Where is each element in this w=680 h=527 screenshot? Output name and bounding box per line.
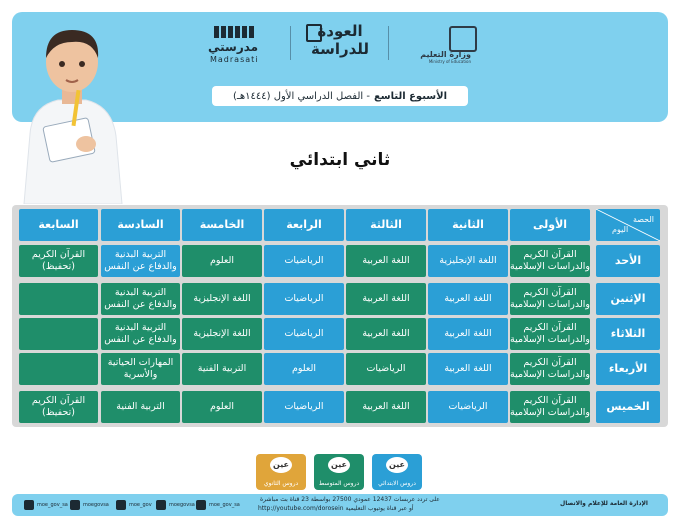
subject-cell: الرياضيات: [264, 391, 344, 423]
social-link[interactable]: [116, 500, 152, 510]
subject-cell: الرياضيات: [264, 283, 344, 315]
subject-cell: اللغة العربية: [346, 245, 426, 277]
moe-name-ar: وزارة التعليم: [420, 50, 471, 59]
subject-cell: اللغة العربية: [428, 353, 508, 385]
ein-channel-label: دروس المتوسط: [318, 480, 360, 487]
day-label: الأحد: [596, 245, 660, 277]
social-handle: moe_gov_sa: [37, 502, 68, 508]
subject-cell: القرآن الكريم والدراسات الإسلامية: [510, 318, 590, 350]
social-link[interactable]: [24, 500, 68, 510]
subject-cell: اللغة العربية: [346, 391, 426, 423]
empty-cell: [19, 353, 98, 385]
subject-cell: التربية البدنية والدفاع عن النفس: [101, 283, 180, 315]
day-label: الإثنين: [596, 283, 660, 315]
period-header: الخامسة: [182, 209, 262, 241]
period-header: الثالثة: [346, 209, 426, 241]
period-header: السادسة: [101, 209, 180, 241]
book-icon: [306, 24, 322, 42]
empty-cell: [19, 318, 98, 350]
subject-cell: اللغة الإنجليزية: [182, 283, 262, 315]
subject-cell: الرياضيات: [346, 353, 426, 385]
subject-cell: القرآن الكريم (تحفيظ): [19, 391, 98, 423]
grade-title: ثاني ابتدائي: [289, 150, 391, 170]
ein-channel-badge: [314, 454, 364, 490]
corner-period-label: الحصة: [632, 215, 654, 224]
subject-cell: العلوم: [182, 245, 262, 277]
social-handle: moegovsa: [83, 502, 109, 508]
subject-cell: القرآن الكريم والدراسات الإسلامية: [510, 283, 590, 315]
subject-cell: التربية البدنية والدفاع عن النفس: [101, 245, 180, 277]
back-to-school-line1: العودة: [317, 22, 363, 40]
corner-header: [596, 209, 660, 241]
student-illustration: [12, 14, 132, 204]
subject-cell: اللغة العربية: [346, 283, 426, 315]
logo-divider: [290, 26, 291, 60]
department-name: الإدارة العامة للإعلام والاتصال: [560, 500, 648, 507]
youtube-icon: [196, 500, 206, 510]
day-label: الخميس: [596, 391, 660, 423]
back-to-school-line2: للدراسة: [310, 40, 370, 58]
subject-cell: العلوم: [182, 391, 262, 423]
day-label: الثلاثاء: [596, 318, 660, 350]
subject-cell: التربية الفنية: [182, 353, 262, 385]
subject-cell: الرياضيات: [264, 245, 344, 277]
subject-cell: اللغة العربية: [346, 318, 426, 350]
week-number: الأسبوع التاسع: [373, 90, 447, 102]
footer-line-2: أو عبر قناة يوتيوب التعليمية http://youtube.com/dorosein: [258, 505, 414, 512]
madrasati-mark-icon: [214, 26, 254, 38]
madrasati-name-ar: مدرستي: [208, 40, 259, 54]
ein-channel-badge: [256, 454, 306, 490]
social-handle: moe_gov_sa: [209, 502, 240, 508]
logo-divider: [388, 26, 389, 60]
social-handle: moegovsa: [169, 502, 195, 508]
ein-logo-icon: عين: [386, 457, 408, 473]
instagram-icon: [156, 500, 166, 510]
madrasati-logo: [200, 22, 280, 64]
social-link[interactable]: [196, 500, 240, 510]
moe-name-en: Ministry of Education: [428, 59, 471, 64]
empty-cell: [19, 283, 98, 315]
subject-cell: القرآن الكريم والدراسات الإسلامية: [510, 245, 590, 277]
period-header: الثانية: [428, 209, 508, 241]
subject-cell: اللغة الإنجليزية: [428, 245, 508, 277]
week-label: [212, 86, 468, 106]
social-link[interactable]: [70, 500, 109, 510]
ein-logo-icon: عين: [270, 457, 292, 473]
subject-cell: المهارات الحياتية والأسرية: [101, 353, 180, 385]
social-link[interactable]: [156, 500, 195, 510]
ein-channel-label: دروس الثانوي: [263, 480, 299, 487]
moe-emblem-icon: [449, 26, 477, 52]
subject-cell: التربية الفنية: [101, 391, 180, 423]
footer-line-1: على تردد عربسات 12437 عمودي 27500 بواسطة 23 قناة بث مباشرة: [260, 496, 440, 503]
social-handle: moe_gov: [129, 502, 152, 508]
ein-channel-badge: [372, 454, 422, 490]
subject-cell: القرآن الكريم والدراسات الإسلامية: [510, 353, 590, 385]
subject-cell: اللغة الإنجليزية: [182, 318, 262, 350]
subject-cell: العلوم: [264, 353, 344, 385]
subject-cell: اللغة العربية: [428, 283, 508, 315]
period-header: الأولى: [510, 209, 590, 241]
snapchat-icon: [116, 500, 126, 510]
facebook-icon: [70, 500, 80, 510]
twitter-icon: [24, 500, 34, 510]
subject-cell: اللغة العربية: [428, 318, 508, 350]
back-to-school-logo: [300, 22, 380, 62]
ein-logo-icon: عين: [328, 457, 350, 473]
corner-day-label: اليوم: [612, 225, 629, 234]
period-header: السابعة: [19, 209, 98, 241]
subject-cell: القرآن الكريم (تحفيظ): [19, 245, 98, 277]
period-header: الرابعة: [264, 209, 344, 241]
subject-cell: الرياضيات: [264, 318, 344, 350]
madrasati-name-en: Madrasati: [210, 55, 259, 64]
semester-label: - الفصل الدراسي الأول (١٤٤٤هـ): [233, 90, 370, 102]
subject-cell: التربية البدنية والدفاع عن النفس: [101, 318, 180, 350]
ein-channel-label: دروس الابتدائي: [378, 480, 416, 487]
moe-logo: [405, 24, 475, 64]
subject-cell: الرياضيات: [428, 391, 508, 423]
subject-cell: القرآن الكريم والدراسات الإسلامية: [510, 391, 590, 423]
day-label: الأربعاء: [596, 353, 660, 385]
